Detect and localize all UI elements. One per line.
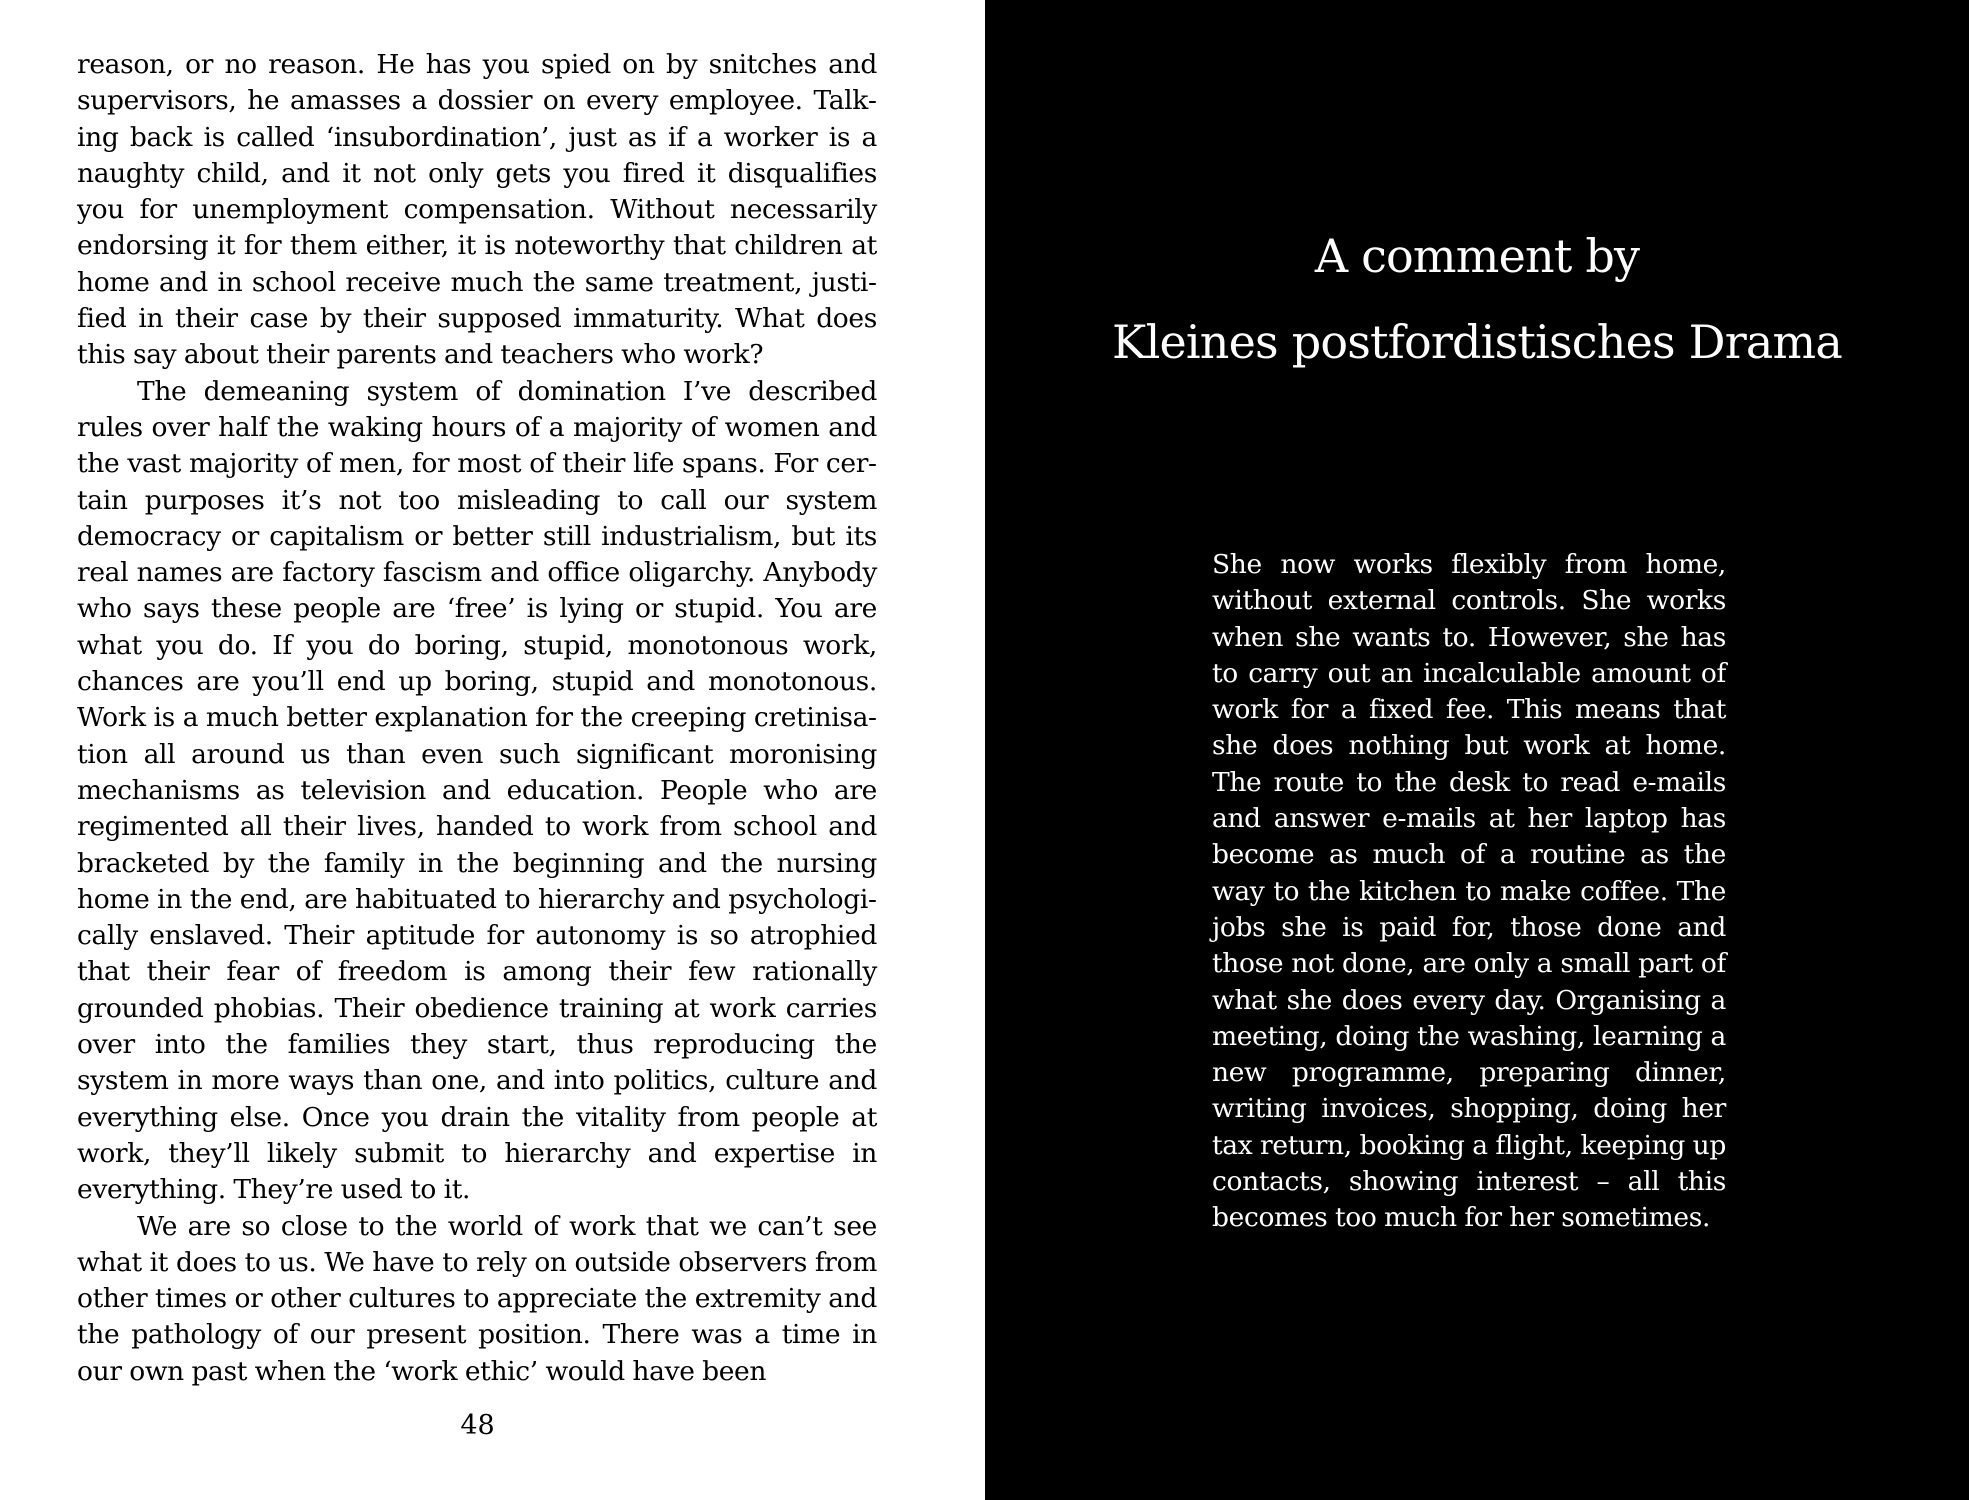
left-page-body (77, 47, 877, 1390)
paragraph: We are so close to the world of work that we can’t see what it does to us. We have to rely on outside observers from other times or other cultures to appreciate the extremity and the pathology of our present position. There was a time in our own past when the ‘work ethic’ would have been (77, 1210, 877, 1387)
paragraph: reason, or no reason. He has you spied on by snitches and supervisors, he amasses a dossier on every employee. Talking back is called ‘insubordination’, just as if a worker is a naughty child, and it not only gets you fired it disqualifies you for unemployment compensation. Without necessarily endorsing it for them either, it is noteworthy that children at home and in school receive much the same treatment, justified in their case by their supposed immaturity. What does this say about their parents and teachers who work? (77, 49, 877, 371)
right-page-body (1212, 547, 1726, 1237)
paragraph: The demeaning system of domination I’ve described rules over half the waking hours of a majority of women and the vast majority of men, for most of their life spans. For certain purposes it’s not too misleading to call our system democracy or capitalism or better still industrialism, but its real names are factory fascism and office oligarchy. Anybody who says these people are ‘free’ is lying or stupid. You are what you do. If you do boring, stupid, monotonous work, chances are you’ll end up boring, stupid and monotonous. Work is a much better explanation for the creeping cretinisation all around us than even such significant moronising mechanisms as television and education. People who are regimented all their lives, handed to work from school and bracketed by the family in the beginning and the nursing home in the end, are habituated to hierarchy and psychologically enslaved. Their aptitude for autonomy is so atrophied that their fear of freedom is among their few rationally grounded phobias. Their obedience training at work carries over into the families they start, thus reproducing the system in more ways than one, and into politics, culture and everything else. Once you drain the vitality from people at work, they’ll likely submit to hierarchy and expertise in everything. They’re used to it. (77, 375, 877, 1206)
page-number: 48 (460, 1410, 495, 1441)
paragraph: She now works flexibly from home, without external controls. She works when she wants to. However, she has to carry out an incalculable amount of work for a fixed fee. This means that she does nothing but work at home. The route to the desk to read e-mails and answer e-mails at her laptop has become as much of a routine as the way to the kitchen to make coffee. The jobs she is paid for, those done and those not done, are only a small part of what she does every day. Organising a meeting, doing the washing, learning a new programme, preparing dinner, writing invoices, shopping, doing her tax return, booking a flight, keeping up contacts, showing interest – all this becomes too much for her sometimes. (1212, 549, 1726, 1234)
comment-title: Kleines postfordistisches Drama (1112, 315, 1842, 369)
comment-kicker: A comment by (1314, 229, 1640, 283)
right-page (985, 0, 1969, 1500)
